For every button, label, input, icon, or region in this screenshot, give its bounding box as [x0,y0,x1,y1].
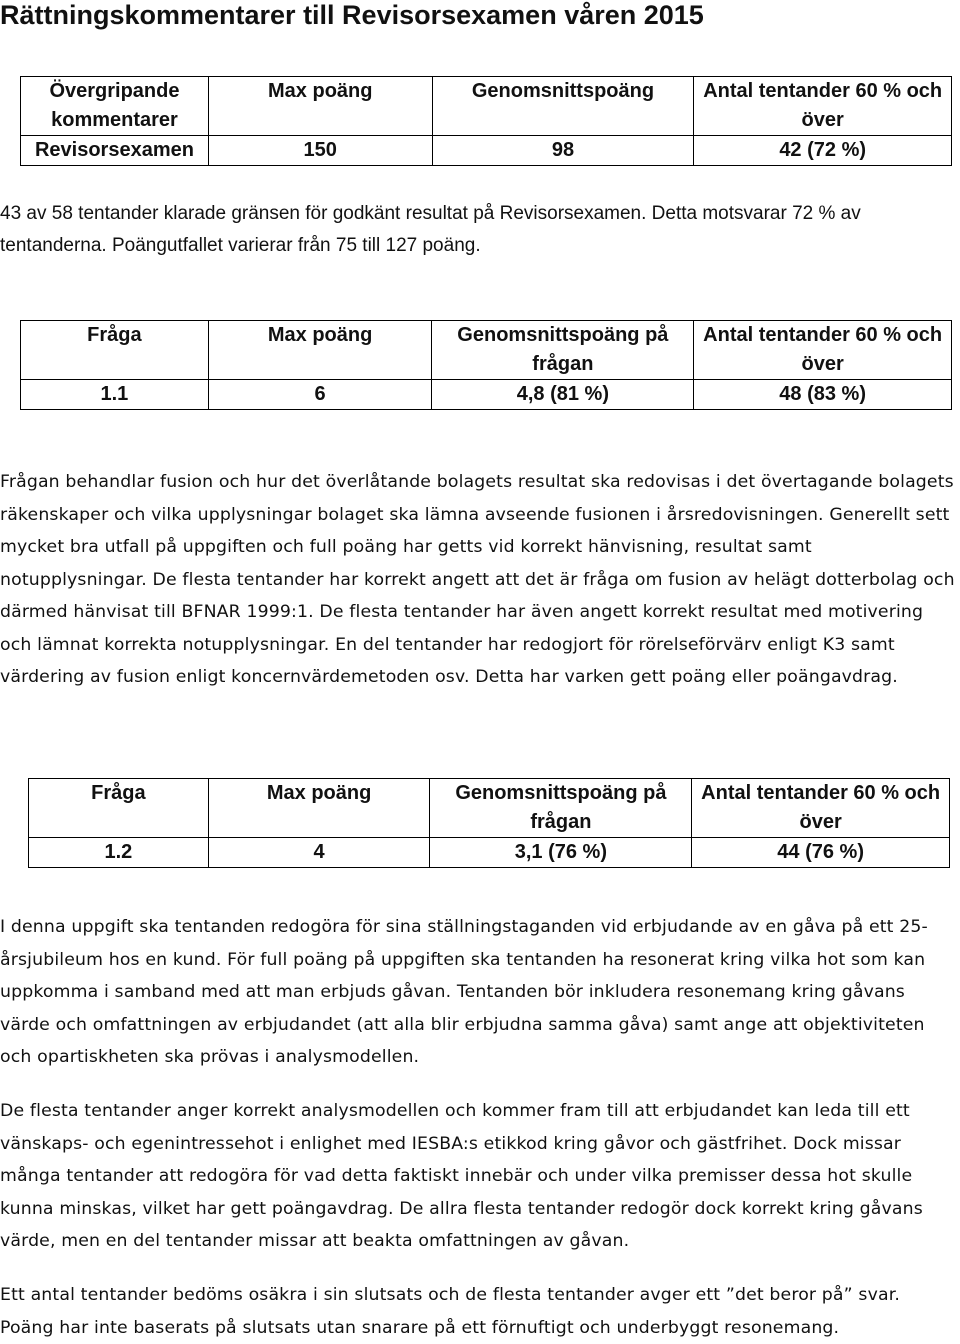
comment-paragraph: Ett antal tentander bedöms osäkra i sin slutsats och de flesta tentander avger ett ”det beror på” svar. Poäng har inte baserats på slutsats utan snarare på ett förnuftigt och underbyggt resonemang. [0,1285,900,1338]
table-header-row [21,321,952,380]
table-cell: Revisorsexamen [21,136,209,166]
table-cell: 44 (76 %) [692,838,950,868]
table-cell: 4,8 (81 %) [432,380,694,410]
table-header-row [29,779,950,838]
summary-paragraph: 43 av 58 tentander klarade gränsen för godkänt resultat på Revisorsexamen. Detta motsvarar 72 % av tentanderna. Poängutfallet varierar från 75 till 127 poäng. [0,203,861,256]
header-cell: Antal tentander 60 % och över [692,779,950,838]
page-title: Rättningskommentarer till Revisorsexamen våren 2015 [0,0,704,30]
header-cell: Antal tentander 60 % och över [694,321,952,380]
table-cell: 4 [208,838,430,868]
table-row [21,136,952,166]
overall-table [20,76,952,166]
table-cell: 98 [432,136,694,166]
table-row [29,838,950,868]
header-cell: Antal tentander 60 % och över [694,77,952,136]
table-cell: 1.2 [29,838,209,868]
header-cell: Max poäng [208,321,432,380]
header-cell: Max poäng [208,779,430,838]
comment-paragraph: Frågan behandlar fusion och hur det överlåtande bolagets resultat ska redovisas i det övertagande bolagets räkenskaper och vilka upplysningar bolaget ska lämna avseende fusionen i årsredovisningen. Generellt sett mycket bra utfall på uppgiften och full poäng har getts vid korrekt hänvisning, resultat samt notupplysningar. De flesta tentander har korrekt angett att det är fråga om fusion av helägt dotterbolag och därmed hänvisat till BFNAR 1999:1. De flesta tentander har även angett korrekt resultat med motivering och lämnat korrekta notupplysningar. En del tentander har redogjort för rörelseförvärv enligt K3 samt värdering av fusion enligt koncernvärdemetoden osv. Detta har varken gett poäng eller poängavdrag. [0,472,955,687]
header-cell: Fråga [21,321,209,380]
table-cell: 48 (83 %) [694,380,952,410]
table-row [21,380,952,410]
header-cell: Genomsnittspoäng på frågan [430,779,692,838]
table-cell: 150 [208,136,432,166]
header-cell: Fråga [29,779,209,838]
question-1-1-table [20,320,952,410]
header-cell: Max poäng [208,77,432,136]
table-header-row [21,77,952,136]
table-cell: 42 (72 %) [694,136,952,166]
header-cell: Övergripande kommentarer [21,77,209,136]
table-cell: 3,1 (76 %) [430,838,692,868]
header-cell: Genomsnittspoäng [432,77,694,136]
table-cell: 6 [208,380,432,410]
comment-paragraph: De flesta tentander anger korrekt analysmodellen och kommer fram till att erbjudandet kan leda till ett vänskaps- och egenintressehot i enlighet med IESBA:s etikkod kring gåvor och gästfrihet. Dock missar många tentander att redogöra för vad detta faktiskt innebär och under vilka premisser dessa hot skulle kunna minskas, vilket har gett poängavdrag. De allra flesta tentander redogör dock korrekt kring gåvans värde, men en del tentander missar att beakta omfattningen av gåvan. [0,1101,923,1251]
header-cell: Genomsnittspoäng på frågan [432,321,694,380]
table-cell: 1.1 [21,380,209,410]
question-1-2-table [28,778,950,868]
comment-paragraph: I denna uppgift ska tentanden redogöra för sina ställningstaganden vid erbjudande av en gåva på ett 25-årsjubileum hos en kund. För full poäng på uppgiften ska tentanden ha resonerat kring vilka hot som kan uppkomma i samband med att man erbjuds gåvan. Tentanden bör inkludera resonemang kring gåvans värde och omfattningen av erbjudandet (att alla blir erbjudna samma gåva) samt ange att objektiviteten och opartiskheten ska prövas i analysmodellen. [0,917,928,1067]
